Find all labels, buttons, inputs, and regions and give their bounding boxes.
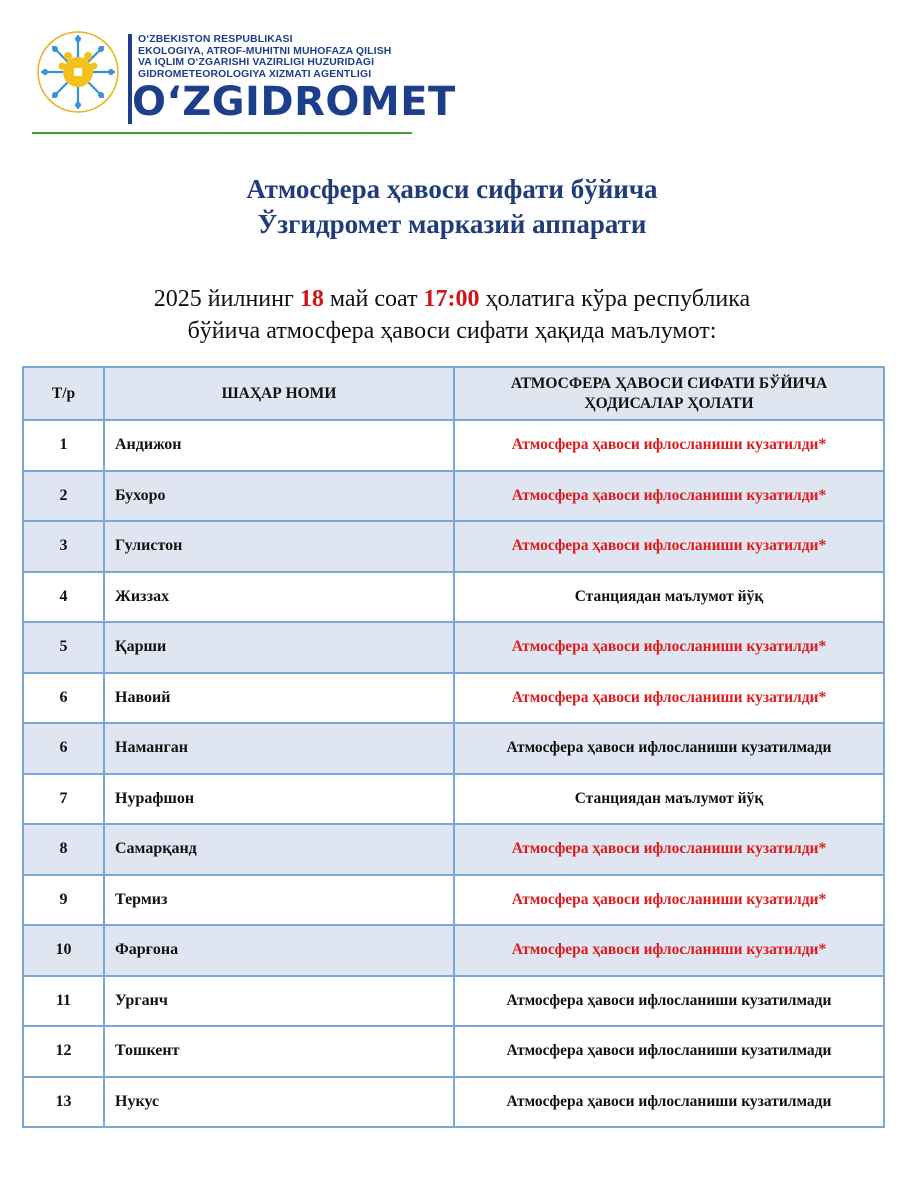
agency-name-line-4: GIDROMETEOROLOGIYA XIZMATI AGENTLIGI — [138, 68, 372, 80]
pollution-status: Атмосфера ҳавоси ифлосланиши кузатилди* — [454, 925, 884, 976]
table-row — [23, 673, 884, 724]
row-number: 9 — [23, 875, 104, 926]
city-name: Тошкент — [104, 1026, 454, 1077]
header-number: Т/р — [23, 367, 104, 420]
pollution-status: Атмосфера ҳавоси ифлосланиши кузатилмади — [454, 1026, 884, 1077]
row-number: 12 — [23, 1026, 104, 1077]
row-number: 13 — [23, 1077, 104, 1128]
header-status-line-2: ҲОДИСАЛАР ҲОЛАТИ — [584, 394, 754, 412]
table-row — [23, 976, 884, 1027]
page-title — [0, 172, 904, 242]
pollution-status: Атмосфера ҳавоси ифлосланиши кузатилди* — [454, 622, 884, 673]
pollution-status: Атмосфера ҳавоси ифлосланиши кузатилди* — [454, 471, 884, 522]
row-number: 7 — [23, 774, 104, 825]
pollution-status: Атмосфера ҳавоси ифлосланиши кузатилди* — [454, 875, 884, 926]
title-line-2: Ўзгидромет марказий аппарати — [257, 209, 647, 239]
city-name: Фарғона — [104, 925, 454, 976]
agency-name-line-3: VA IQLIM O‘ZGARISHI VAZIRLIGI HUZURIDAGI — [138, 57, 375, 69]
row-number: 11 — [23, 976, 104, 1027]
subtitle-mid: май соат — [323, 286, 424, 312]
pollution-status: Атмосфера ҳавоси ифлосланиши кузатилмади — [454, 976, 884, 1027]
subtitle-post: ҳолатига кўра республика — [479, 286, 751, 312]
subtitle-pre: 2025 йилнинг — [153, 286, 300, 312]
agency-logo — [32, 22, 456, 136]
report-time: 17:00 — [423, 286, 480, 312]
table-row — [23, 572, 884, 623]
pollution-status: Атмосфера ҳавоси ифлосланиши кузатилди* — [454, 673, 884, 724]
table-row — [23, 622, 884, 673]
pollution-status: Атмосфера ҳавоси ифлосланиши кузатилди* — [454, 521, 884, 572]
table-row — [23, 824, 884, 875]
city-name: Урганч — [104, 976, 454, 1027]
row-number: 1 — [23, 420, 104, 471]
city-name: Навоий — [104, 673, 454, 724]
table-row — [23, 723, 884, 774]
row-number: 6 — [23, 673, 104, 724]
city-name: Наманган — [104, 723, 454, 774]
city-name: Нукус — [104, 1077, 454, 1128]
pollution-status: Станциядан маълумот йўқ — [454, 774, 884, 825]
brand-wordmark: O‘ZGIDROMET — [132, 79, 456, 125]
air-quality-table — [22, 366, 885, 1128]
city-name: Самарқанд — [104, 824, 454, 875]
table-row — [23, 875, 884, 926]
pollution-status: Атмосфера ҳавоси ифлосланиши кузатилмади — [454, 1077, 884, 1128]
title-line-1: Атмосфера ҳавоси сифати бўйича — [246, 174, 658, 204]
city-name: Гулистон — [104, 521, 454, 572]
table-row — [23, 420, 884, 471]
subtitle-line-2: бўйича атмосфера ҳавоси сифати ҳақида маълумот: — [187, 318, 717, 344]
report-subtitle — [0, 283, 904, 347]
table-row — [23, 471, 884, 522]
pollution-status: Станциядан маълумот йўқ — [454, 572, 884, 623]
row-number: 10 — [23, 925, 104, 976]
agency-name-line-2: EKOLOGIYA, ATROF-MUHITNI MUHOFAZA QILISH — [138, 45, 392, 57]
header-status-line-1: АТМОСФЕРА ҲАВОСИ СИФАТИ БЎЙИЧА — [510, 374, 828, 392]
pollution-status: Атмосфера ҳавоси ифлосланиши кузатилди* — [454, 420, 884, 471]
agency-name-line-1: O‘ZBEKISTON RESPUBLIKASI — [138, 34, 293, 45]
table-row — [23, 774, 884, 825]
row-number: 5 — [23, 622, 104, 673]
row-number: 6 — [23, 723, 104, 774]
table-row — [23, 521, 884, 572]
snowflake-sun-emblem-icon — [36, 30, 120, 114]
table-row — [23, 1026, 884, 1077]
report-day: 18 — [299, 286, 324, 312]
city-name: Бухоро — [104, 471, 454, 522]
pollution-status: Атмосфера ҳавоси ифлосланиши кузатилмади — [454, 723, 884, 774]
city-name: Жиззах — [104, 572, 454, 623]
table-row — [23, 925, 884, 976]
row-number: 4 — [23, 572, 104, 623]
city-name: Қарши — [104, 622, 454, 673]
row-number: 3 — [23, 521, 104, 572]
table-header-row — [23, 367, 884, 420]
table-body — [23, 420, 884, 1127]
table-row — [23, 1077, 884, 1128]
row-number: 8 — [23, 824, 104, 875]
header-status — [454, 367, 884, 420]
header-city: ШАҲАР НОМИ — [104, 367, 454, 420]
subtitle-line-1 — [0, 283, 904, 315]
city-name: Андижон — [104, 420, 454, 471]
logo-underline — [32, 132, 412, 134]
city-name: Термиз — [104, 875, 454, 926]
pollution-status: Атмосфера ҳавоси ифлосланиши кузатилди* — [454, 824, 884, 875]
row-number: 2 — [23, 471, 104, 522]
agency-name-lines — [138, 34, 391, 80]
city-name: Нурафшон — [104, 774, 454, 825]
